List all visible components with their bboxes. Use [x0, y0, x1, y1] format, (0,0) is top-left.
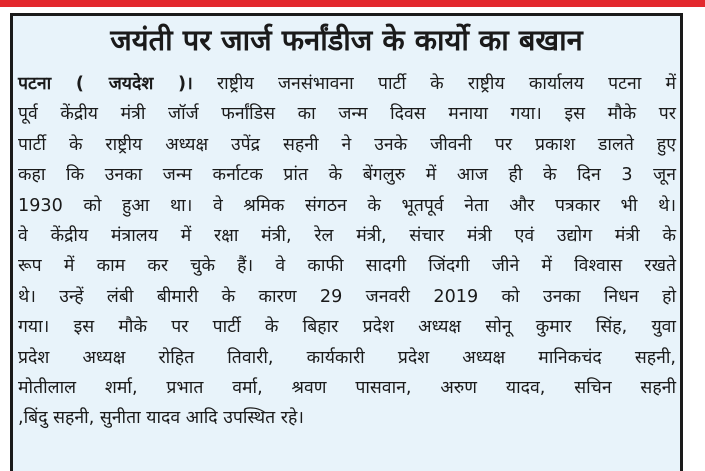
- article-line-4: कहा कि उनका जन्म कर्नाटक प्रांत के बेंगलुरु में आज ही के दिन 3 जून: [18, 165, 676, 186]
- article-line-10: प्रदेश अध्यक्ष रोहित तिवारी, कार्यकारी प्रदेश अध्यक्ष मानिकचंद सहनी,: [18, 347, 676, 368]
- article-body: [18, 69, 676, 434]
- article-line-1-text: राष्ट्रीय जनसंभावना पार्टी के राष्ट्रीय कार्यालय पटना में: [192, 74, 677, 94]
- news-clipping: [10, 13, 683, 471]
- article-line-12: ,बिंदु सहनी, सुनीता यादव आदि उपस्थित रहे।: [18, 408, 304, 429]
- dateline: पटना ( जयदेश )।: [18, 74, 193, 94]
- headline: जयंती पर जार्ज फर्नांडीज के कार्यो का बखान: [110, 23, 583, 57]
- article-line-6: वे केंद्रीय मंत्रालय में रक्षा मंत्री, रेल मंत्री, संचार मंत्री एवं उद्योग मंत्री के: [18, 226, 676, 247]
- article-line-5: 1930 को हुआ था। वे श्रमिक संगठन के भूतपूर्व नेता और पत्रकार भी थे।: [18, 195, 676, 216]
- article-line-9: गया। इस मौके पर पार्टी के बिहार प्रदेश अध्यक्ष सोनू कुमार सिंह, युवा: [18, 317, 676, 338]
- article-line-3: पार्टी के राष्ट्रीय अध्यक्ष उपेंद्र सहनी ने उनके जीवनी पर प्रकाश डालते हुए: [18, 134, 676, 155]
- article-line-1: [18, 69, 676, 99]
- article-line-2: पूर्व केंद्रीय मंत्री जॉर्ज फर्नांडिस का जन्म दिवस मनाया गया। इस मौके पर: [18, 104, 676, 125]
- article-line-8: थे। उन्हें लंबी बीमारी के कारण 29 जनवरी 2019 को उनका निधन हो: [18, 286, 676, 307]
- top-red-bar: [0, 0, 705, 7]
- article-line-7: रूप में काम कर चुके हैं। वे काफी सादगी जिंदगी जीने में विश्वास रखते: [18, 256, 676, 277]
- article-line-11: मोतीलाल शर्मा, प्रभात वर्मा, श्रवण पासवान, अरुण यादव, सचिन सहनी: [18, 378, 676, 399]
